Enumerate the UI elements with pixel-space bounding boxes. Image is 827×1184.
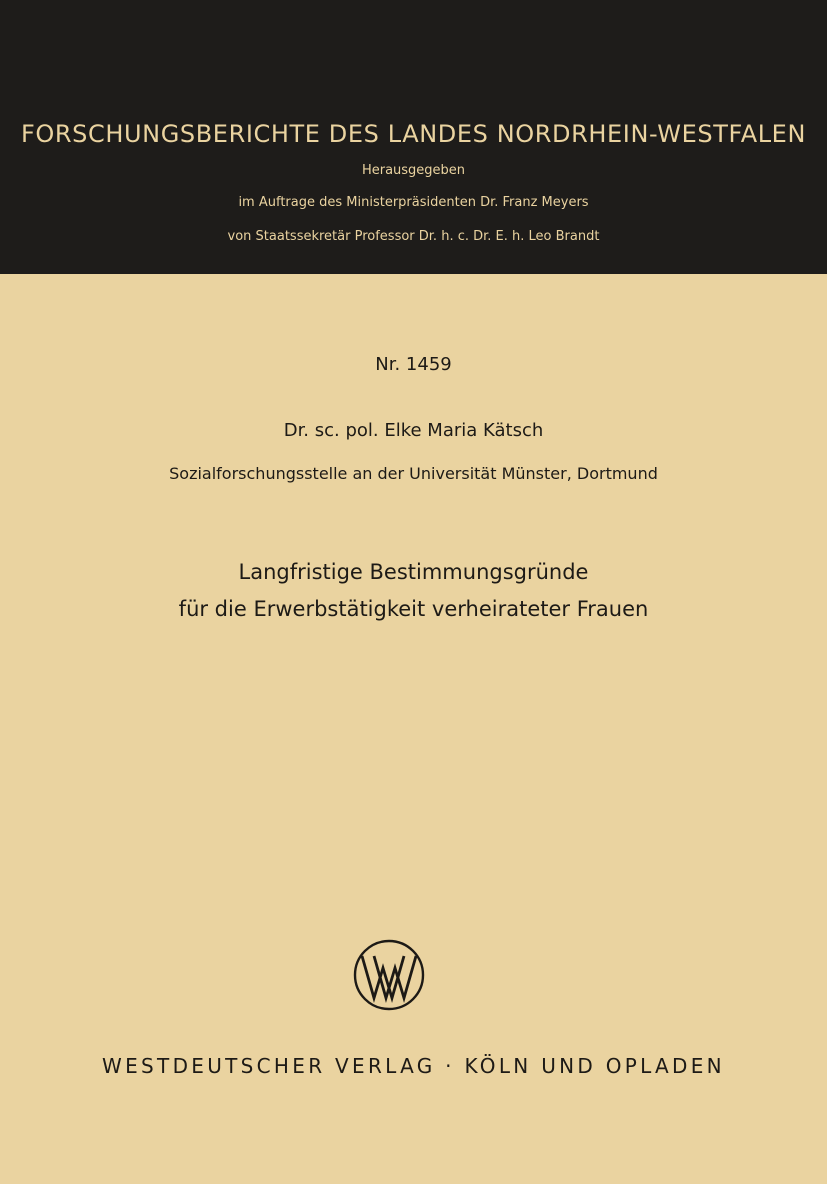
volume-number: Nr. 1459 [375,354,452,375]
header-band [0,0,827,274]
series-title: FORSCHUNGSBERICHTE DES LANDES NORDRHEIN-WESTFALEN [20,120,806,148]
publisher-line: WESTDEUTSCHER VERLAG · KÖLN UND OPLADEN [102,1054,725,1078]
commission-line: im Auftrage des Ministerpräsidenten Dr. Franz Meyers [238,195,589,210]
book-title-line-2: für die Erwerbstätigkeit verheirateter Frauen [178,597,649,621]
westdeutscher-verlag-ww-logo-icon [352,938,426,1012]
author-name: Dr. sc. pol. Elke Maria Kätsch [283,420,544,441]
editor-line: von Staatssekretär Professor Dr. h. c. Dr. E. h. Leo Brandt [227,229,600,244]
author-institution: Sozialforschungsstelle an der Universität Münster, Dortmund [169,464,658,483]
book-title-line-1: Langfristige Bestimmungsgründe [238,560,589,584]
edited-label: Herausgegeben [361,163,466,178]
